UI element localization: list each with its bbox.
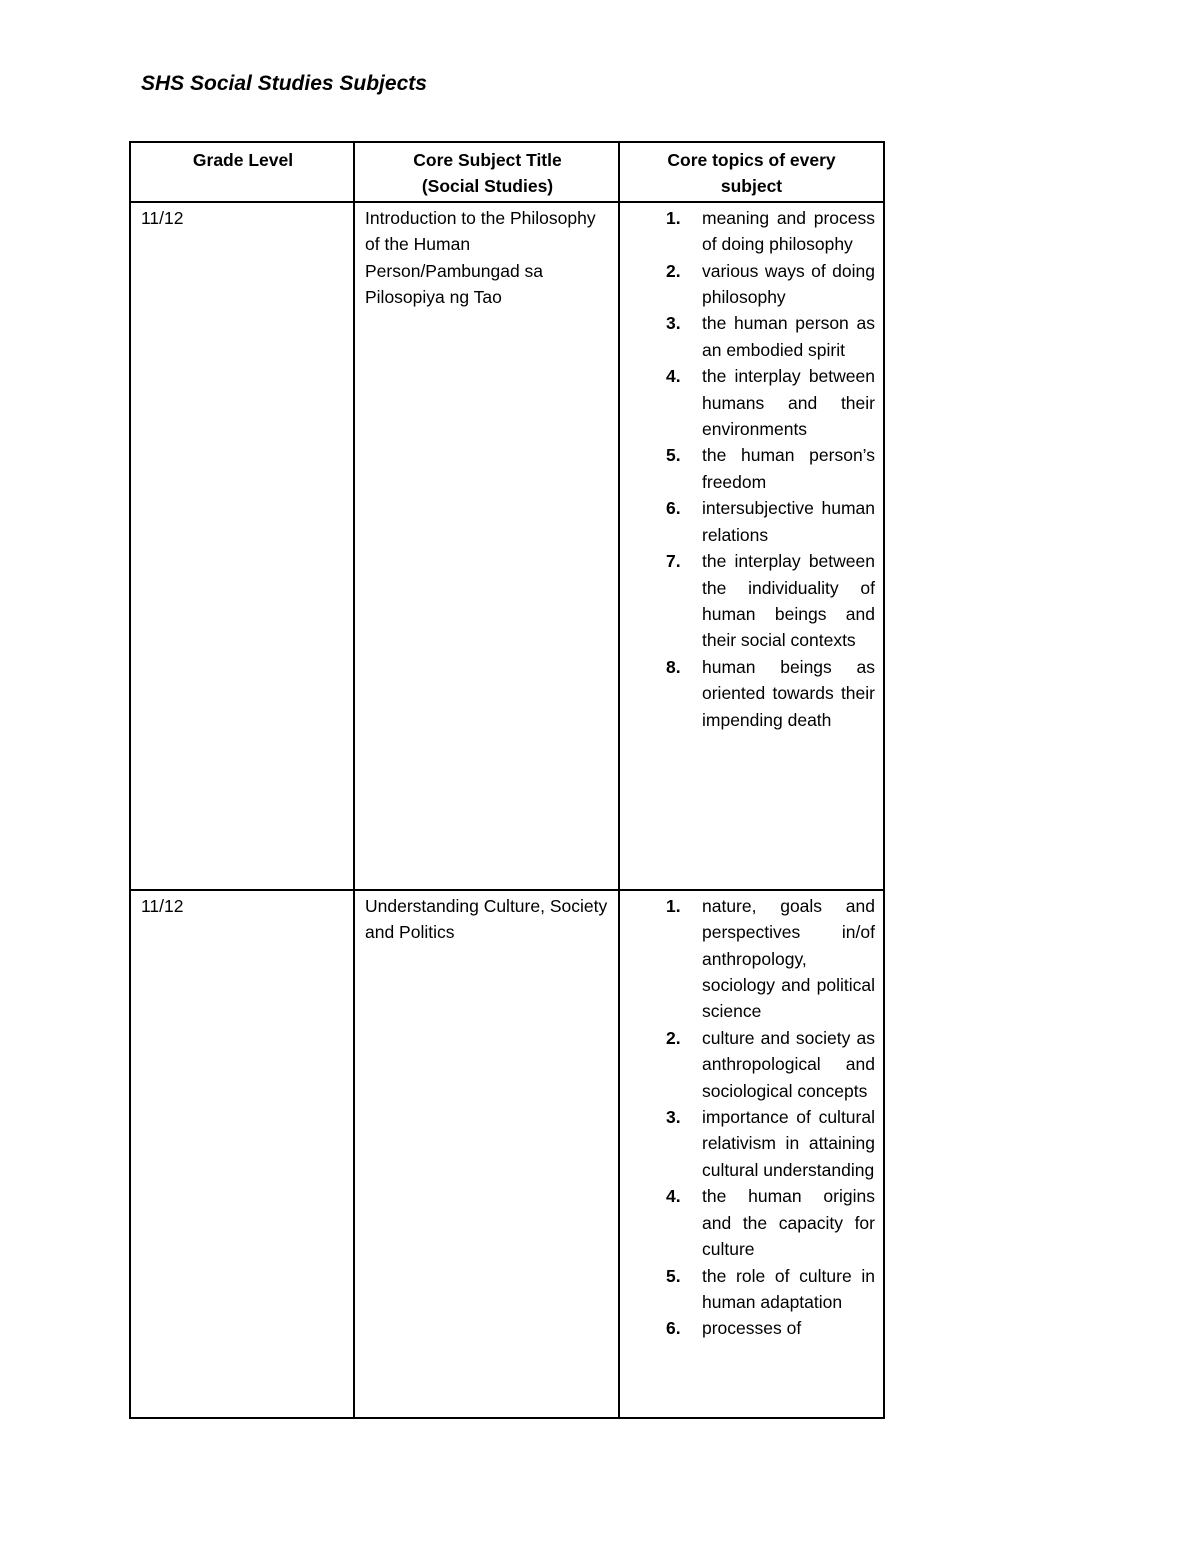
topic-number: 1.	[666, 895, 681, 916]
topic-item	[630, 495, 875, 548]
topic-item	[630, 1315, 875, 1341]
subjects-table	[129, 141, 885, 1419]
topics-cell	[619, 202, 884, 890]
topic-number: 8.	[666, 656, 681, 677]
topic-item	[630, 442, 875, 495]
topic-item	[630, 205, 875, 258]
topics-cell	[619, 890, 884, 1418]
topic-text: nature, goals and perspectives in/of anthropology, sociology and political science	[702, 895, 875, 1022]
topic-number: 3.	[666, 1107, 681, 1128]
header-core-subject-title-sub: (Social Studies)	[421, 176, 554, 197]
grade-cell: 11/12	[130, 890, 354, 1418]
subject-cell: Understanding Culture, Society and Politics	[354, 890, 619, 1418]
topic-item	[630, 363, 875, 442]
subject-cell: Introduction to the Philosophy of the Human Person/Pambungad sa Pilosopiya ng Tao	[354, 202, 619, 890]
page-title: SHS Social Studies Subjects	[141, 72, 427, 95]
topic-text: the human origins and the capacity for culture	[702, 1186, 875, 1260]
topic-item	[630, 1104, 875, 1183]
header-grade-level: Grade Level	[130, 142, 354, 202]
topic-text: the interplay between the individuality of human beings and their social contexts	[702, 551, 875, 651]
topic-text: processes of	[702, 1318, 802, 1339]
topic-number: 1.	[666, 207, 681, 228]
topic-number: 2.	[666, 260, 681, 281]
topics-list	[630, 205, 875, 733]
topic-item	[630, 1025, 875, 1104]
topic-number: 3.	[666, 313, 681, 334]
topic-item	[630, 654, 875, 733]
topic-item	[630, 548, 875, 654]
topic-number: 4.	[666, 366, 681, 387]
grade-cell: 11/12	[130, 202, 354, 890]
topic-text: the human person as an embodied spirit	[702, 313, 875, 360]
table-header-row	[130, 142, 884, 202]
topic-text: the role of culture in human adaptation	[702, 1265, 875, 1312]
header-core-subject-title	[354, 142, 619, 202]
topic-text: various ways of doing philosophy	[702, 260, 875, 308]
topic-text: intersubjective human relations	[702, 498, 875, 545]
topic-number: 2.	[666, 1027, 681, 1048]
topic-item	[630, 1183, 875, 1262]
topics-list	[630, 893, 875, 1342]
topic-text: the human person’s freedom	[702, 445, 875, 492]
topic-text: human beings as oriented towards their impending death	[702, 656, 875, 730]
header-core-topics: Core topics of every subject	[619, 142, 884, 202]
table-row	[130, 202, 884, 890]
topic-text: the interplay between humans and their environments	[702, 366, 875, 440]
topic-number: 5.	[666, 1265, 681, 1286]
topic-item	[630, 258, 875, 311]
header-core-subject-title-main: Core Subject Title	[413, 150, 562, 170]
topic-item	[630, 1263, 875, 1316]
topic-item	[630, 310, 875, 363]
topic-number: 6.	[666, 498, 681, 519]
topic-number: 7.	[666, 551, 681, 572]
topic-item	[630, 893, 875, 1025]
topic-number: 4.	[666, 1186, 681, 1207]
topic-text: meaning and process of doing philosophy	[702, 207, 875, 255]
topic-text: culture and society as anthropological and sociological concepts	[702, 1027, 875, 1101]
topic-text: importance of cultural relativism in attaining cultural understanding	[702, 1107, 875, 1180]
table-row	[130, 890, 884, 1418]
topic-number: 5.	[666, 445, 681, 466]
topic-number: 6.	[666, 1318, 681, 1339]
